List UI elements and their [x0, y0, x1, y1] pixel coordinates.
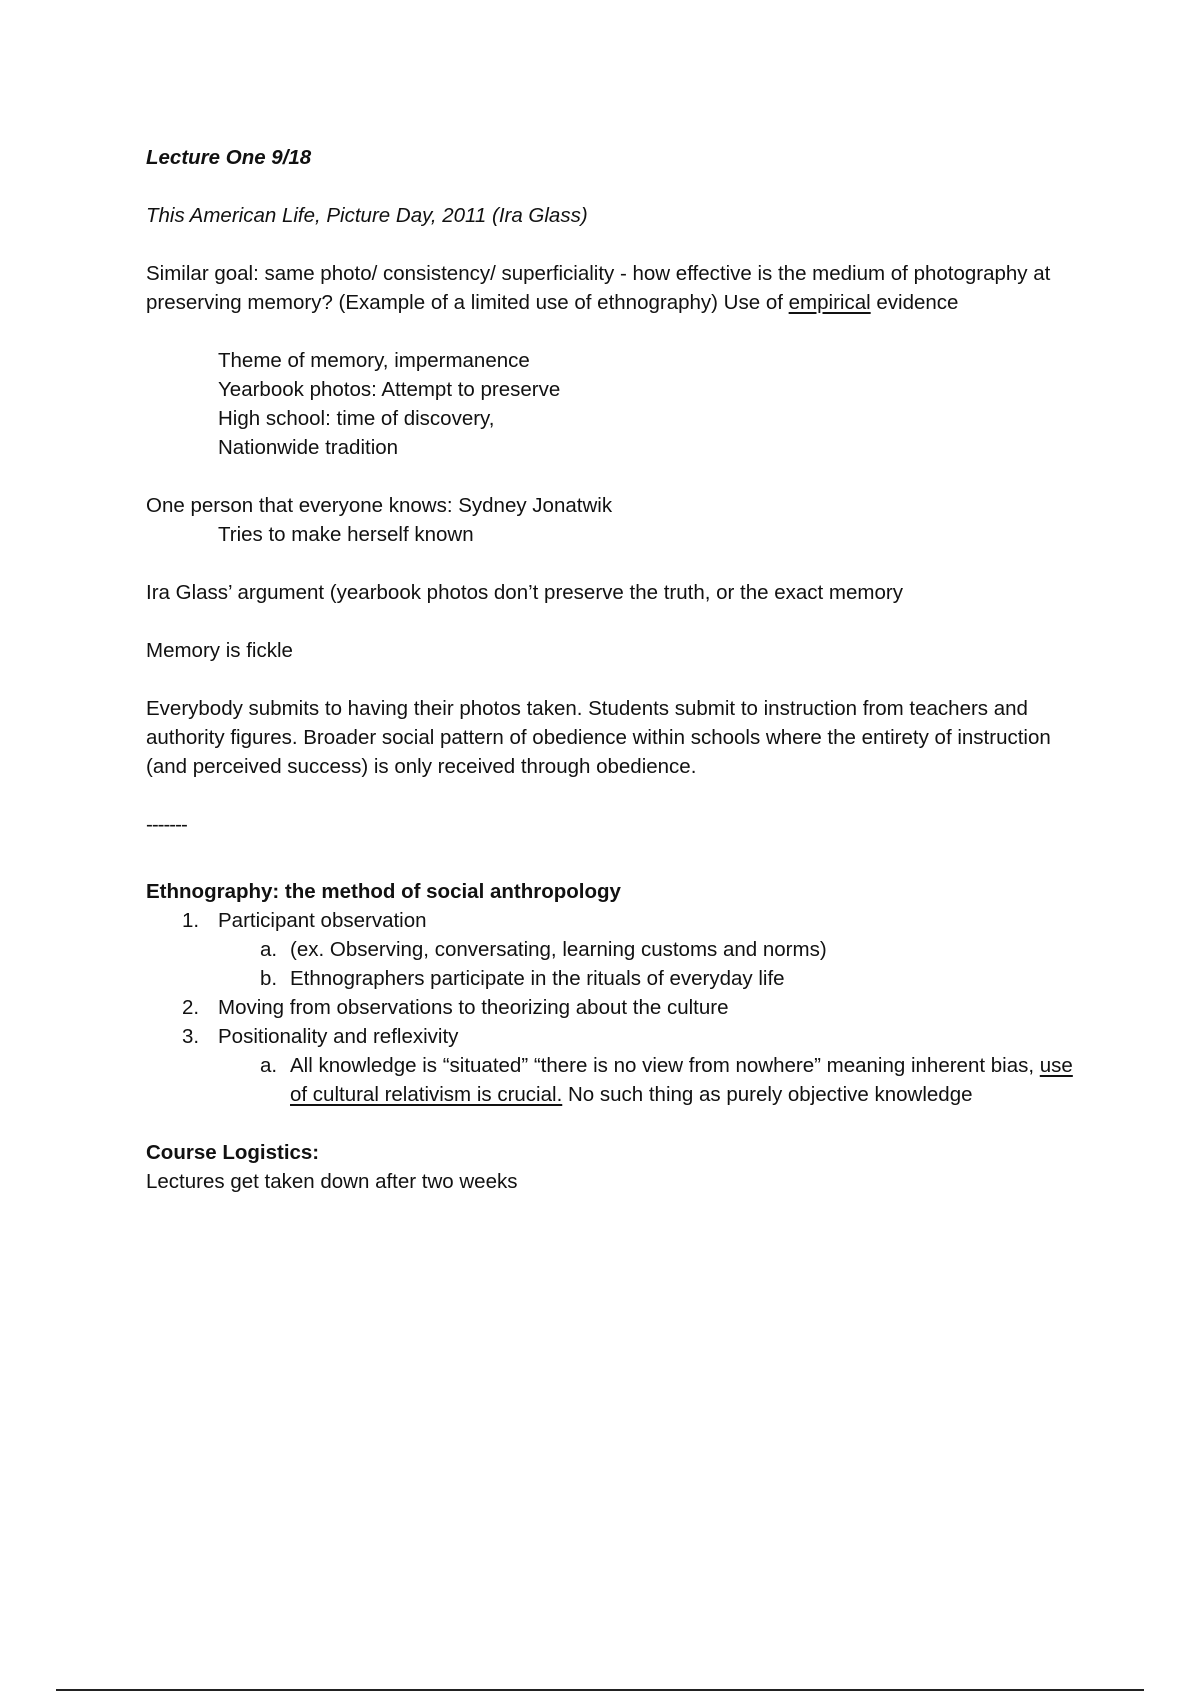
source-title: This American Life, Picture Day, 2011 (Ira Glass) — [146, 204, 588, 227]
sub-list-marker: a. — [260, 938, 278, 961]
sub-list — [218, 935, 1086, 993]
sub-list-item-text: All knowledge is “situated” “there is no view from nowhere” meaning inherent bias, — [290, 1054, 1040, 1077]
list-item — [146, 1022, 1086, 1109]
sub-list-marker: a. — [260, 1054, 278, 1077]
page-bottom-rule — [56, 1689, 1144, 1691]
list-item-text: Positionality and reflexivity — [218, 1025, 459, 1048]
sub-list-item-tail: No such thing as purely objective knowledge — [562, 1083, 973, 1106]
list-marker: 3. — [182, 1025, 200, 1048]
list-item-text: Participant observation — [218, 909, 427, 932]
list-item-text: Moving from observations to theorizing about the culture — [218, 996, 729, 1019]
intro-tail: evidence — [870, 291, 959, 314]
text-divider: ------- — [146, 813, 187, 836]
document-body — [146, 143, 1086, 1196]
lecture-title: Lecture One 9/18 — [146, 146, 312, 169]
logistics-heading: Course Logistics: — [146, 1141, 320, 1164]
theme-line: Yearbook photos: Attempt to preserve — [218, 378, 561, 401]
relativism-underlined: use of cultural relativism is crucial. — [290, 1054, 1073, 1106]
list-item — [146, 993, 1086, 1022]
sub-list-item — [218, 1051, 1086, 1109]
sub-list-item-text: Ethnographers participate in the rituals of everyday life — [290, 967, 785, 990]
logistics-text: Lectures get taken down after two weeks — [146, 1170, 518, 1193]
list-marker: 2. — [182, 996, 200, 1019]
ethnography-heading: Ethnography: the method of social anthropology — [146, 880, 621, 903]
theme-line: Nationwide tradition — [218, 436, 399, 459]
ethnography-list — [146, 906, 1086, 1109]
theme-line: High school: time of discovery, — [218, 407, 495, 430]
theme-line: Theme of memory, impermanence — [218, 349, 530, 372]
person-subline: Tries to make herself known — [218, 523, 474, 546]
obedience-paragraph: Everybody submits to having their photos taken. Students submit to instruction from teachers and authority figures. Broader social pattern of obedience within schools where the entirety of instruction (and perceived success) is only received through obedience. — [146, 697, 1051, 778]
intro-text: Similar goal: same photo/ consistency/ superficiality - how effective is the medium of photography at preserving memory? (Example of a limited use of ethnography) Use of — [146, 262, 1051, 314]
sub-list-item-text: (ex. Observing, conversating, learning customs and norms) — [290, 938, 827, 961]
person-line: One person that everyone knows: Sydney Jonatwik — [146, 494, 613, 517]
sub-list — [218, 1051, 1086, 1109]
sub-list-marker: b. — [260, 967, 278, 990]
argument-line: Ira Glass’ argument (yearbook photos don’t preserve the truth, or the exact memory — [146, 581, 903, 604]
list-item — [146, 906, 1086, 993]
memory-line: Memory is fickle — [146, 639, 293, 662]
sub-list-item — [218, 935, 1086, 964]
empirical-underlined: empirical — [788, 291, 871, 314]
intro-paragraph — [146, 259, 1086, 317]
sub-list-item — [218, 964, 1086, 993]
themes-list — [146, 346, 1086, 462]
list-marker: 1. — [182, 909, 200, 932]
